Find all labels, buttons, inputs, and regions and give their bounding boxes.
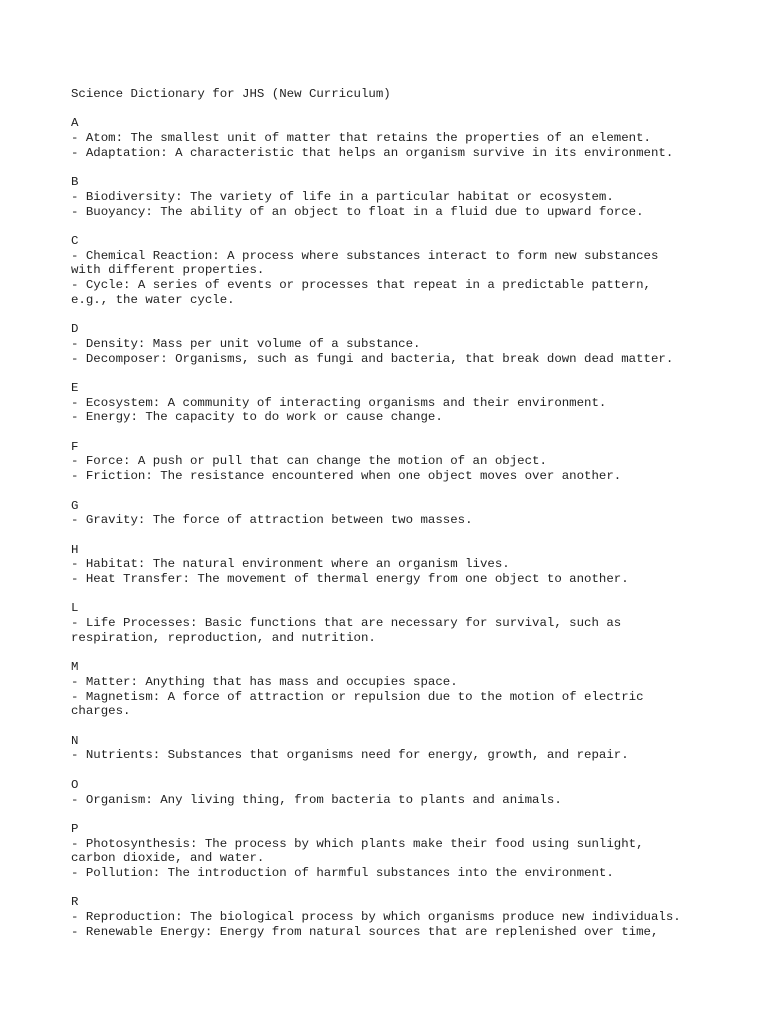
entry-line: - Energy: The capacity to do work or cause change. [71,410,443,425]
section-letter: C [71,233,79,248]
entry-line: - Ecosystem: A community of interacting organisms and their environment. [71,395,607,410]
section-letter: A [71,116,79,131]
section-letter: H [71,542,79,557]
section-letter: R [71,895,79,910]
entry-line: - Organism: Any living thing, from bacteria to plants and animals. [71,792,562,807]
entry-line: - Life Processes: Basic functions that are necessary for survival, such as [71,616,622,631]
section-o [71,778,761,807]
entry-line: respiration, reproduction, and nutrition. [71,630,376,645]
entry-line: - Chemical Reaction: A process where substances interact to form new substances [71,248,659,263]
section-p [71,822,761,881]
section-letter: F [71,439,79,454]
entry-line: - Renewable Energy: Energy from natural sources that are replenished over time, [71,924,659,939]
entry-line: - Force: A push or pull that can change the motion of an object. [71,454,547,469]
entry-line: e.g., the water cycle. [71,292,235,307]
section-r [71,895,761,939]
section-e [71,381,761,425]
entry-line: - Heat Transfer: The movement of thermal energy from one object to another. [71,572,629,587]
entry-line: - Photosynthesis: The process by which plants make their food using sunlight, [71,836,644,851]
section-m [71,660,761,719]
entry-line: - Adaptation: A characteristic that helps an organism survive in its environment. [71,145,674,160]
section-letter: B [71,175,79,190]
section-letter: P [71,821,79,836]
section-letter: M [71,660,79,675]
section-letter: D [71,322,79,337]
section-letter: L [71,601,79,616]
entry-line: carbon dioxide, and water. [71,851,265,866]
section-a [71,116,761,160]
entry-line: - Decomposer: Organisms, such as fungi and bacteria, that break down dead matter. [71,351,674,366]
entry-line: - Reproduction: The biological process by which organisms produce new individuals. [71,910,681,925]
document-page [71,87,761,954]
entry-line: - Pollution: The introduction of harmful substances into the environment. [71,866,614,881]
section-g [71,499,761,528]
entry-line: - Gravity: The force of attraction between two masses. [71,513,473,528]
section-d [71,322,761,366]
entry-line: - Magnetism: A force of attraction or repulsion due to the motion of electric [71,689,644,704]
entry-line: - Nutrients: Substances that organisms need for energy, growth, and repair. [71,748,629,763]
document-title: Science Dictionary for JHS (New Curriculum) [71,87,391,101]
entry-line: - Habitat: The natural environment where an organism lives. [71,557,510,572]
section-letter: G [71,498,79,513]
entry-line: - Matter: Anything that has mass and occupies space. [71,674,458,689]
entry-line: - Buoyancy: The ability of an object to float in a fluid due to upward force. [71,204,644,219]
section-f [71,440,761,484]
entry-line: - Friction: The resistance encountered when one object moves over another. [71,469,622,484]
section-n [71,734,761,763]
section-letter: O [71,777,79,792]
section-b [71,175,761,219]
entry-line: charges. [71,704,131,719]
section-letter: N [71,733,79,748]
section-letter: E [71,380,79,395]
section-c [71,234,761,308]
section-h [71,543,761,587]
section-l [71,601,761,645]
entry-line: - Biodiversity: The variety of life in a particular habitat or ecosystem. [71,189,614,204]
entry-line: - Atom: The smallest unit of matter that retains the properties of an element. [71,131,651,146]
entry-line: with different properties. [71,263,265,278]
entry-line: - Cycle: A series of events or processes that repeat in a predictable pattern, [71,278,651,293]
entry-line: - Density: Mass per unit volume of a substance. [71,336,421,351]
